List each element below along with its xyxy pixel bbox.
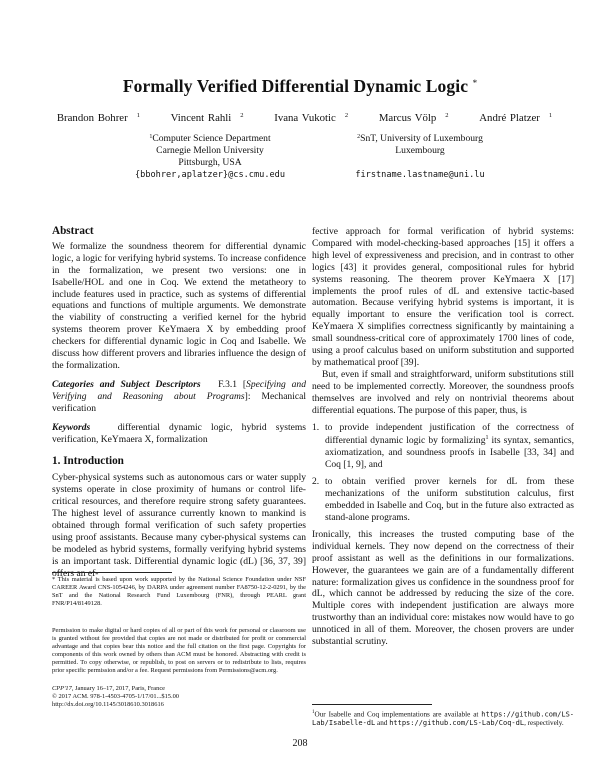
- isabelle-link[interactable]: https://github.com/LS-Lab/Isabelle-dL: [312, 710, 574, 728]
- title-footnote-mark: *: [472, 78, 478, 88]
- paper-title: [0, 76, 600, 97]
- right-paragraph: Ironically, this increases the trusted computing base of the individual kernels. They now depend on the correctness of their proof assistant as well as the definitions in our formalizations. However, the guarantees we gain are of a fundamentally different nature: formalization gives us confidence in the soundness proof for dL, which cannot be addressed by reducing the size of the core. Multiple cores with independent justification are always more trustworthy than an individual core: mistakes now would have to go unnoticed in all of them. Moreover, the chosen provers are under substantial scrutiny.: [312, 528, 574, 648]
- abstract-heading: Abstract: [52, 225, 94, 237]
- introduction-paragraph: Cyber-physical systems such as autonomous cars or water supply systems operate in close proximity of humans or control life-critical resources, and therefore require strong safety guarantees. The highest level of assurance currently known to mankind is obtained through formal verification of such safety properties using proof assistants. Because many cyber-physical systems can be modeled as hybrid systems, formally verifying hybrid systems is an important task. Differential dynamic logic (dL) [36, 37, 39] offers an ef-: [52, 472, 306, 579]
- implementation-footnote: $^1$Our Isabelle and Coq implementations are available at https://github.com/LS-Lab/Isabelle-dL and https://github.com/LS-Lab/Coq-dL, respectively.: [312, 710, 574, 728]
- paper-title-text: Formally Verified Differential Dynamic Logic: [122, 76, 469, 96]
- footnote-rule: [312, 704, 432, 705]
- author: Vincent Rahli $^2$: [170, 112, 244, 124]
- keywords: Keywords differential dynamic logic, hybrid systems verification, KeYmaera X, formalization: [52, 421, 306, 445]
- author: Marcus Völp $^2$: [378, 112, 449, 124]
- funding-footnote: * This material is based upon work supported by the National Science Foundation under NSF CAREER Award CNS-1054246, by DARPA under agreement number FA8750-12-2-0291, by the SnT and the National Research Fund Luxembourg (FNR), through PEARL grant FNR/P14/8149128.: [52, 576, 306, 607]
- abstract-text: We formalize the soundness theorem for differential dynamic logic, a logic for verifying hybrid systems. To increase confidence in the formalization, we present two versions: one in Isabelle/HOL and one in Coq. We extend the metatheory to include features used in practice, such as systems of differential equations and functions of multiple arguments. We demonstrate the viability of constructing a verified kernel for the hybrid systems theorem prover KeYmaera X by embedding proof checkers for differential dynamic logic in Coq and Isabelle. We discuss how different provers and libraries influence the design of the formalization.: [52, 240, 306, 371]
- author: Ivana Vukotic $^2$: [274, 112, 349, 124]
- permission-notice: Permission to make digital or hard copies of all or part of this work for personal or classroom use is granted without fee provided that copies are not made or distributed for profit or commercial advantage and that copies bear this notice and the full citation on the first page. Copyrights for components of this work owned by others than ACM must be honored. Abstracting with credit is permitted. To copy otherwise, or republish, to post on servers or to redistribute to lists, requires prior specific permission and/or a fee. Request permissions from Permissions@acm.org.: [52, 627, 306, 674]
- author: Brandon Bohrer $^1$: [56, 112, 140, 124]
- affiliation-luxembourg: $^2$SnT, University of Luxembourg Luxembourg firstname.lastname@uni.lu: [330, 131, 510, 181]
- coq-link[interactable]: https://github.com/LS-Lab/Coq-dL: [389, 719, 525, 728]
- footnote-rule: [52, 572, 172, 573]
- email-luxembourg: firstname.lastname@uni.lu: [355, 170, 485, 180]
- author: André Platzer $^1$: [479, 112, 553, 124]
- email-cmu: {bbohrer,aplatzer}@cs.cmu.edu: [134, 170, 286, 180]
- categories-and-descriptors: Categories and Subject Descriptors F.3.1 [Specifying and Verifying and Reasoning about Programs]: Mechanical verification: [52, 378, 306, 414]
- conference-info: CPP'17, January 16–17, 2017, Paris, France © 2017 ACM. 978-1-4503-4705-1/17/01...$15.00 http://dx.doi.org/10.1145/3018610.3018616: [52, 685, 179, 708]
- purpose-list: [312, 422, 574, 524]
- right-column: [312, 226, 574, 648]
- page-number: 208: [292, 738, 308, 749]
- list-item: 1. to provide independent justification of the correctness of differential dynamic logic by formalizing$^1$ its syntax, semantics, axiomatization, and soundness proofs in Isabelle [33, 34] and Coq [1, 9], and: [312, 421, 574, 471]
- right-paragraph: fective approach for formal verification of hybrid systems: Compared with model-checking-based approaches [15] it offers a high level of expressiveness and precision, and in contrast to other logics [43] it provides general, compositional rules for hybrid systems reasoning. The theorem prover KeYmaera X [17] implements the proof rules of dL and extensive tactic-based automation. Because verifying hybrid systems is important, it is equally important to ensure the verification tool is correct. KeYmaera X simplifies correctness significantly by maintaining a small soundness-critical core of approximately 1700 lines of code, using a proof calculus based on uniform substitution and supported by mathematical proof [39].: [312, 226, 574, 368]
- list-item: 2. to obtain verified prover kernels for dL from these mechanizations of the uniform substitution calculus, first embedded in Isabelle and Coq, but in the future also extracted as stand-alone programs.: [312, 476, 574, 524]
- affiliation-cmu: $^1$Computer Science Department Carnegie Mellon University Pittsburgh, USA {bbohrer,aplatzer}@cs.cmu.edu: [120, 131, 300, 181]
- introduction-heading: 1. Introduction: [52, 455, 124, 468]
- right-paragraph: But, even if small and straightforward, uniform substitutions still need to be implemented correctly. Moreover, the soundness proofs themselves are involved and rely on nontrivial theorems about differential equations. The purpose of this paper, thus, is: [312, 368, 574, 416]
- author-list: [0, 112, 600, 124]
- left-column: [52, 226, 306, 579]
